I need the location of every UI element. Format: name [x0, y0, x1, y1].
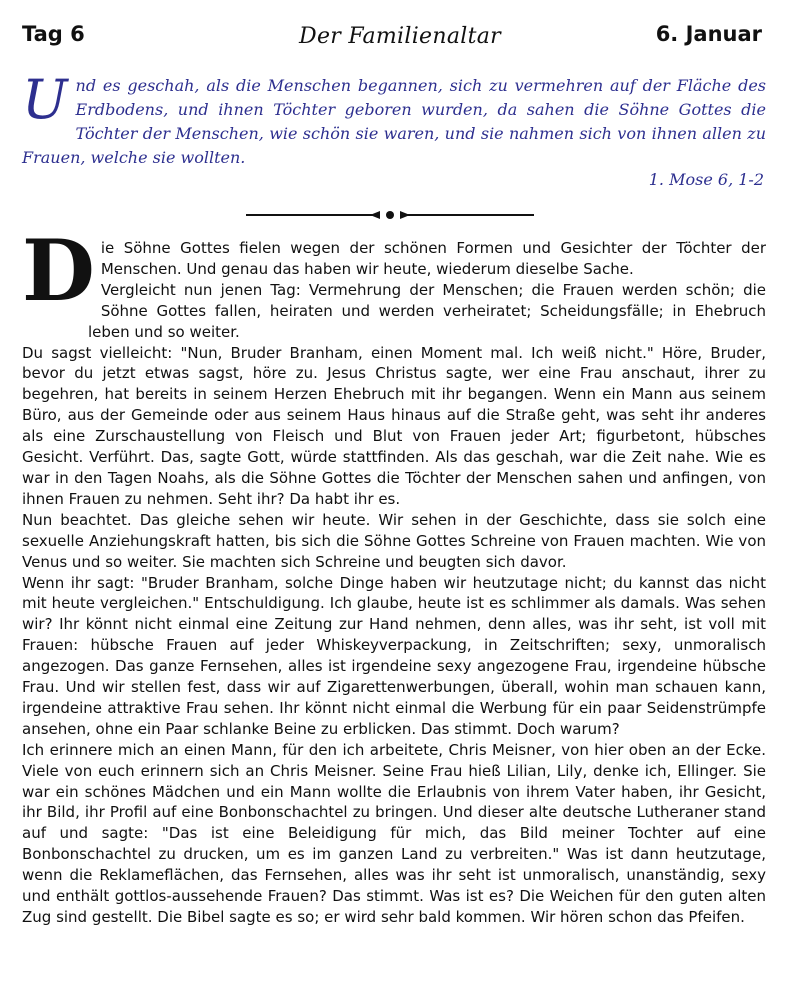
devotional-text [22, 238, 766, 994]
scripture-verse [22, 68, 766, 170]
paragraph-2: Vergleicht nun jenen Tag: Vermehrung der Menschen; die Frauen werden schön; die Söhne Gottes fallen, heiraten und werden verheiratet; Scheidungsfälle; in Ehebruch leben und so weiter. [88, 280, 766, 341]
paragraph-3: Du sagst vielleicht: "Nun, Bruder Branham, einen Moment mal. Ich weiß nicht." Höre, Bruder, bevor du jetzt etwas sagst, höre zu. Jesus Christus sagte, wer eine Frau anschaut, ihrer zu begehren, hat bereits in seinem Herzen Ehebruch mit ihr begangen. Wenn ein Mann aus seinem Büro, aus der Gemeinde oder aus seinem Haus hinaus auf die Straße geht, was seht ihr anderes als eine Zurschaustellung von Fleisch und Blut von Frauen jeder Art; figurbetont, hübsches Gesicht. Verführt. Das, sagte Gott, würde stattfinden. Als das geschah, war die Zeit nahe. Wie es war in den Tagen Noahs, als die Söhne Gottes die Töchter der Menschen sahen und anfingen, von ihnen Frauen zu nehmen. Seht ihr? Da habt ihr es. [22, 343, 766, 508]
paragraph-4: Nun beachtet. Das gleiche sehen wir heute. Wir sehen in der Geschichte, dass sie solch eine sexuelle Anziehungskraft hatten, bis sich die Söhne Gottes Schreine von Frauen machten. Wie von Venus und so weiter. Sie machten sich Schreine und beugten sich davor. [22, 510, 766, 571]
page-header [0, 20, 800, 60]
verse-text: nd es geschah, als die Menschen begannen, sich zu vermehren auf der Fläche des Erdbodens, und ihnen Töchter geboren wurden, da sahen die Söhne Gottes die Töchter der Menschen, wie schön sie waren, und sie nahmen sich von ihnen allen zu Frauen, welche sie wollten. [22, 76, 766, 167]
book-title: Der Familienaltar [299, 24, 501, 49]
paragraph-5: Wenn ihr sagt: "Bruder Branham, solche Dinge haben wir heutzutage nicht; du kannst das nicht mit heute vergleichen." Entschuldigung. Ich glaube, heute ist es schlimmer als damals. Was sehen wir? Ihr könnt nicht einmal eine Zeitung zur Hand nehmen, denn alles, was ihr seht, ist voll mit Frauen: hübsche Frauen auf jeder Whiskeyverpackung, in Zeitschriften; sexy, unmoralisch angezogen. Das ganze Fernsehen, alles ist irgendeine sexy angezogene Frau, irgendeine hübsche Frau. Und wir stellen fest, dass wir auf Zigarettenwerbungen, überall, wohin man schauen kann, irgendeine attraktive Frau sehen. Ihr könnt nicht einmal die Werbung für ein paar Seidenstrümpfe ansehen, ohne ein Paar schlanke Beine zu erblicken. Das stimmt. Doch warum? [22, 573, 766, 738]
verse-reference: 1. Mose 6, 1-2 [648, 170, 764, 189]
date-label: 6. Januar [655, 22, 762, 46]
paragraph-1-text: ie Söhne Gottes fielen wegen der schönen Formen und Gesichter der Töchter der Menschen. Und genau das haben wir heute, wiederum dieselbe Sache. [100, 239, 766, 278]
verse-initial: U [22, 68, 68, 131]
ornament-divider [240, 208, 540, 222]
drop-cap: D [22, 238, 95, 320]
day-label: Tag 6 [22, 22, 85, 46]
paragraph-6: Ich erinnere mich an einen Mann, für den ich arbeitete, Chris Meisner, von hier oben an der Ecke. Viele von euch erinnern sich an Chris Meisner. Seine Frau hieß Lilian, Lily, denke ich, Ellinger. Sie war ein schönes Mädchen und ein Mann wollte die Erlaubnis von ihrem Vater haben, ihr Gesicht, ihr Bild, ihr Profil auf eine Bonbonschachtel zu bringen. Und dieser alte deutsche Lutheraner stand auf und sagte: "Das ist eine Beleidigung für mich, das Bild meiner Tochter auf eine Bonbonschachtel zu drucken, um es im ganzen Land zu verbreiten." Was ist dann heutzutage, wenn die Reklameflächen, das Fernsehen, alles was ihr seht ist unmoralisch, unanständig, sexy und enthält gottlos-aussehende Frauen? Das stimmt. Was ist es? Die Weichen für den guten alten Zug sind gestellt. Die Bibel sagte es so; er wird sehr bald kommen. Wir hören schon das Pfeifen. [22, 740, 766, 926]
